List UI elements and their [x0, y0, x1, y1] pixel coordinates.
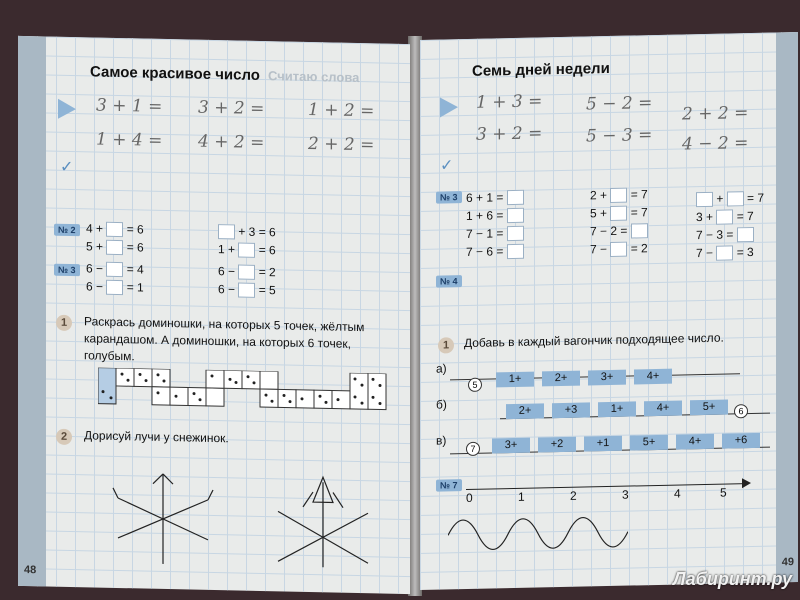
answer-box[interactable]: [631, 224, 648, 239]
answer-box[interactable]: [507, 208, 524, 223]
answer-box[interactable]: [106, 262, 123, 277]
left-margin-band: [18, 36, 46, 587]
hand-eq: 1 + 3 =: [476, 91, 543, 113]
answer-box[interactable]: [610, 242, 627, 257]
answer-box[interactable]: [507, 244, 524, 259]
eq-part: = 7: [630, 187, 648, 202]
hand-eq: 2 + 2 =: [308, 133, 375, 156]
answer-box[interactable]: [716, 210, 733, 225]
task-number: 1: [438, 337, 454, 353]
wagon[interactable]: 1+: [598, 401, 636, 417]
tick-label: 5: [720, 485, 727, 500]
eq-part: = 7: [736, 208, 754, 224]
circle-number: 6: [734, 404, 748, 418]
eq-part: = 3: [736, 244, 754, 260]
wagon[interactable]: +2: [538, 437, 576, 453]
row-label: б): [436, 397, 447, 412]
eq-part: 6 −: [86, 279, 104, 294]
wagon[interactable]: 4+: [644, 400, 682, 416]
checkmark-icon: ✓: [440, 157, 454, 175]
eq-part: 7 − 3 =: [696, 227, 734, 243]
hand-eq: 3 + 2 =: [476, 123, 543, 145]
eq-part: 6 + 1 =: [466, 190, 504, 205]
eq-part: 7 −: [696, 245, 714, 261]
task-text: Раскрась доминошки, на которых 5 точек, жёлтым карандашом. А доминошки, на которых 6 точек, голубым.: [84, 314, 365, 364]
wave-pattern: [448, 512, 628, 556]
answer-box[interactable]: [507, 190, 524, 205]
ghost-title: Считаю слова: [268, 68, 360, 86]
left-page: [18, 36, 410, 594]
tick-label: 2: [570, 488, 577, 503]
answer-box[interactable]: [507, 226, 524, 241]
tick-label: 0: [466, 490, 473, 505]
task-number: 2: [56, 429, 72, 445]
answer-box[interactable]: [737, 227, 754, 242]
eq-part: = 2: [258, 264, 276, 280]
answer-box[interactable]: [610, 188, 627, 203]
eq-part: 2 +: [590, 188, 608, 203]
arrow-icon: [440, 97, 458, 117]
wagon[interactable]: 2+: [506, 403, 544, 419]
answer-box[interactable]: [238, 243, 255, 258]
row-label: в): [436, 433, 447, 448]
eq-part: = 6: [258, 242, 276, 258]
eq-part: 7 − 2 =: [590, 223, 628, 239]
hand-eq: 3 + 2 =: [198, 97, 265, 120]
wagon[interactable]: 3+: [588, 370, 626, 386]
page-number: 48: [24, 564, 37, 577]
eq-part: 7 − 1 =: [466, 226, 504, 241]
row-label: а): [436, 361, 447, 376]
eq-part: + 3 = 6: [238, 224, 276, 240]
eq-part: 5 +: [590, 206, 608, 221]
answer-box[interactable]: [727, 192, 744, 207]
snowflake-right[interactable]: [268, 471, 378, 573]
exercise-tag: № 3: [54, 264, 80, 277]
domino-chain[interactable]: [98, 368, 398, 424]
hand-eq: 2 + 2 =: [682, 103, 749, 125]
tick-label: 1: [518, 489, 525, 504]
wagon[interactable]: +3: [552, 402, 590, 418]
answer-box[interactable]: [696, 192, 713, 207]
arrow-icon: [58, 99, 76, 119]
eq-part: 7 −: [590, 242, 608, 257]
eq-part: 5 +: [86, 239, 104, 254]
task-text: Дорисуй лучи у снежинок.: [84, 428, 229, 446]
exercise-tag: № 4: [436, 275, 462, 288]
exercise-tag: № 7: [436, 479, 462, 492]
eq-part: = 6: [126, 240, 144, 255]
answer-box[interactable]: [610, 206, 627, 221]
hand-eq: 3 + 1 =: [96, 95, 163, 117]
eq-part: 1 + 6 =: [466, 208, 504, 223]
wagon[interactable]: +6: [722, 433, 760, 449]
eq-part: 3 +: [696, 209, 714, 225]
right-page: Семь дней недели 1 + 3 = 5 − 2 = 2 + 2 = 3 + 2 = 5 − 3 = 4 − 2 = ✓ № 3 6 + 1 = 1 + 6 = 7 − 1 = 7 − 6 = 2 + = 7 5 + = 7 7 − 2 = 7 − = 2 + = 7 3 + = 7 7 − 3 = 7 − = 3 № 4 1 Добавь в каждый вагончик подходящее число. а) 5 1+ 2+ 3+ 4+ б) 2+ +3 1+ 4+ 5+ 6 в) 7 3+ +2 +1 5+ 4+ +6 № 7 0 1 2 3 4 5 49: [420, 32, 798, 590]
page-title: Самое красивое число: [90, 63, 260, 84]
answer-box[interactable]: [238, 283, 255, 298]
wagon[interactable]: 4+: [634, 369, 672, 385]
answer-box[interactable]: [238, 265, 255, 280]
hand-eq: 1 + 2 =: [308, 99, 375, 122]
watermark: Лабиринт.ру: [673, 569, 792, 589]
circle-number: 7: [466, 442, 480, 456]
arrowhead-icon: [742, 478, 751, 488]
exercise-tag: № 3: [436, 191, 462, 204]
eq-part: = 4: [126, 262, 144, 277]
wagon[interactable]: 5+: [630, 435, 668, 451]
tick-label: 3: [622, 487, 629, 502]
page-number: 49: [781, 556, 794, 569]
right-margin-band: [776, 32, 798, 582]
eq-part: 1 +: [218, 242, 236, 257]
hand-eq: 5 − 2 =: [586, 93, 653, 115]
hand-eq: 4 − 2 =: [682, 133, 749, 155]
wagon[interactable]: +1: [584, 436, 622, 452]
circle-number: 5: [468, 378, 482, 392]
wagon[interactable]: 3+: [492, 438, 530, 454]
eq-part: = 2: [630, 241, 648, 256]
eq-part: 4 +: [86, 221, 104, 236]
checkmark-icon: ✓: [60, 158, 74, 177]
snowflake-left[interactable]: [108, 468, 218, 570]
tick-label: 4: [674, 486, 681, 501]
wagon[interactable]: 1+: [496, 372, 534, 388]
eq-part: = 1: [126, 280, 144, 295]
exercise-tag: № 2: [54, 224, 80, 237]
eq-part: 6 −: [218, 264, 236, 279]
hand-eq: 5 − 3 =: [586, 125, 653, 147]
hand-eq: 1 + 4 =: [96, 129, 163, 151]
answer-box[interactable]: [106, 240, 123, 255]
eq-part: 7 − 6 =: [466, 244, 504, 259]
task-text: Добавь в каждый вагончик подходящее число.: [464, 330, 724, 351]
eq-part: 6 −: [86, 261, 104, 276]
answer-box[interactable]: [218, 224, 235, 239]
eq-part: 6 −: [218, 282, 236, 297]
number-line: [466, 483, 746, 490]
wagon[interactable]: 2+: [542, 371, 580, 387]
answer-box[interactable]: [106, 222, 123, 237]
wagon[interactable]: 5+: [690, 400, 728, 416]
eq-part: = 6: [126, 222, 144, 237]
hand-eq: 4 + 2 =: [198, 131, 265, 154]
task-number: 1: [56, 315, 72, 331]
answer-box[interactable]: [106, 280, 123, 295]
wagon[interactable]: 4+: [676, 434, 714, 450]
eq-part: = 7: [630, 205, 648, 220]
page-title: Семь дней недели: [472, 59, 610, 80]
eq-part: = 5: [258, 282, 276, 298]
answer-box[interactable]: [716, 246, 733, 261]
